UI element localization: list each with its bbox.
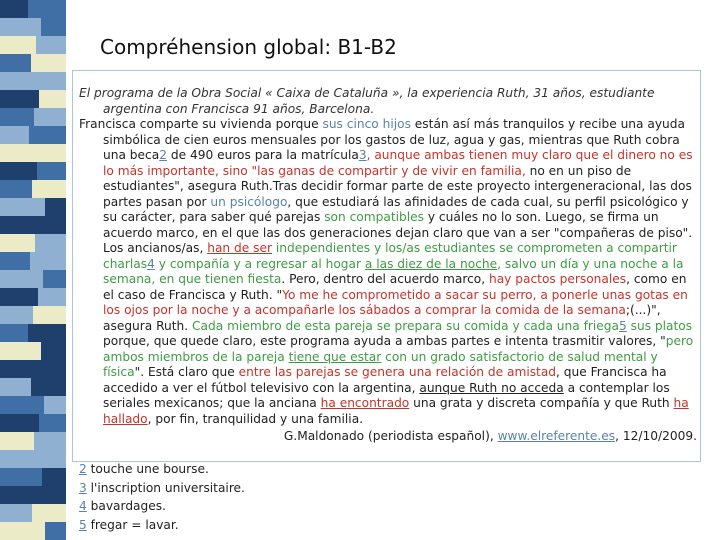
mosaic-tile (0, 72, 44, 90)
highlighted-phrase: Yo me he comprometido a sacar su perro, a ponerle unas gotas en los ojos por la noche y a acompañarle los sábados a comprar la comida de la semana (103, 287, 688, 317)
highlighted-phrase: un psicólogo (210, 194, 288, 209)
mosaic-tile (36, 36, 66, 54)
mosaic-tile (33, 306, 66, 324)
mosaic-tile (0, 522, 45, 540)
mosaic-tile (28, 0, 66, 18)
footnote-ref[interactable]: 3 (358, 148, 367, 162)
mosaic-tile (0, 36, 36, 54)
mosaic-tile (28, 324, 66, 342)
mosaic-tile (0, 468, 42, 486)
mosaic-tile (35, 234, 66, 252)
text-segment: no en un piso de estudiantes", asegura Ruth.Tras decidir formar parte de este proyecto intergeneracional, las dos partes pasan por (103, 163, 692, 209)
mosaic-tile (32, 180, 66, 198)
mosaic-tile (0, 288, 38, 306)
mosaic-tile (0, 162, 37, 180)
article-intro: El programa de la Obra Social « Caixa de Cataluña », la experiencia Ruth, 31 años, estudiante argentina con Francisca 91 años, Barcelona. (79, 86, 655, 116)
glossary-notes (79, 460, 245, 534)
text-segment: , por fin, tranquilidad y una familia. (147, 411, 364, 426)
mosaic-tile (37, 162, 66, 180)
footnote-ref[interactable]: 5 (619, 318, 627, 333)
mosaic-tile (0, 270, 43, 288)
mosaic-tile (32, 504, 66, 522)
mosaic-tile (0, 144, 42, 162)
mosaic-tile (0, 432, 34, 450)
glossary-item (79, 497, 245, 516)
credit-link[interactable]: www.elreferente.es (497, 429, 616, 443)
article-paragraph (79, 117, 697, 427)
mosaic-tile (29, 126, 66, 144)
article-credit (79, 429, 697, 445)
mosaic-tile (41, 18, 66, 36)
text-segment: Francisca comparte su vivienda porque (79, 117, 323, 131)
mosaic-tile (0, 18, 41, 36)
highlighted-phrase: hay pactos personales (488, 272, 627, 286)
mosaic-tile (41, 342, 66, 360)
highlighted-phrase: entre las parejas se genera una relación de amistad (238, 365, 557, 379)
mosaic-tile (29, 450, 66, 468)
mosaic-tile (36, 360, 66, 378)
mosaic-tile (0, 450, 29, 468)
mosaic-tile (0, 342, 41, 360)
credit-author: G.Maldonado (periodista español), (283, 429, 498, 443)
mosaic-tile (0, 360, 36, 378)
highlighted-phrase: han de ser (207, 241, 272, 255)
mosaic-tile (0, 324, 28, 342)
glossary-number[interactable]: 5 (79, 517, 87, 532)
text-segment: una grata y discreta compañía y que Ruth (409, 396, 674, 410)
mosaic-tile (0, 108, 34, 126)
glossary-definition: bavardages. (86, 499, 166, 513)
mosaic-tile (0, 90, 39, 108)
text-segment: , que estudiará las afinidades de cada cual, su perfil psicológico y su carácter, para saber qué parejas (103, 194, 689, 224)
text-segment: están así más tranquilos y recibe una ayuda simbólica de cien euros mensuales por los gastos de luz, agua y gas, mientras que Ruth cobra una beca (103, 117, 685, 162)
mosaic-tile (0, 252, 30, 270)
text-segment: , como en el caso de Francisca y Ruth. " (103, 272, 687, 302)
glossary-number[interactable]: 2 (79, 462, 87, 476)
mosaic-tile (0, 504, 32, 522)
mosaic-tile (31, 378, 66, 396)
mosaic-tile (43, 270, 66, 288)
glossary-number[interactable]: 3 (79, 480, 87, 495)
mosaic-tile (44, 72, 66, 90)
mosaic-tile (34, 432, 66, 450)
mosaic-tile (0, 414, 39, 432)
mosaic-tile (0, 198, 45, 216)
highlighted-phrase: a las diez de la noche (364, 256, 498, 271)
text-segment: y cuáles no lo son. Luego, se firma un acuerdo marco, en el que las dos generaciones dejan claro que van a ser "compañeras de piso". Los ancianos/as, (103, 210, 693, 255)
mosaic-tile (0, 216, 40, 234)
highlighted-phrase: ha encontrado (320, 396, 410, 410)
mosaic-tile (30, 252, 66, 270)
mosaic-tile (0, 0, 28, 18)
mosaic-tile (45, 198, 66, 216)
mosaic-tile (0, 126, 29, 144)
mosaic-tile (31, 54, 66, 72)
decorative-mosaic-stripe (0, 0, 66, 540)
highlighted-phrase: y compañía y a regresar al hogar (154, 256, 365, 271)
highlighted-phrase: con un grado satisfactorio de salud mental y física (103, 349, 658, 379)
footnote-ref[interactable]: 4 (147, 256, 155, 271)
text-segment: porque, que quede claro, este programa ayuda a ambas partes e intenta trasmitir valores, " (103, 334, 666, 348)
text-segment: de 490 euros para la matrícula (166, 148, 359, 162)
highlighted-phrase: aunque Ruth no acceda (419, 380, 564, 395)
highlighted-phrase: ha hallado (103, 396, 689, 426)
mosaic-tile (0, 54, 31, 72)
highlighted-phrase: pero ambos miembros de la pareja (103, 334, 694, 364)
mosaic-tile (38, 288, 66, 306)
mosaic-tile (39, 90, 66, 108)
glossary-item (79, 479, 245, 498)
highlighted-phrase: , aunque ambas tienen muy claro que el dinero no es lo más importante, sino "las ganas de compartir y de vivir en familia, (103, 148, 693, 178)
mosaic-tile (0, 486, 37, 504)
mosaic-tile (40, 216, 66, 234)
text-segment: , que Francisca ha accedido a ver el fútbol televisivo con la argentina, (103, 365, 667, 395)
highlighted-phrase: Cada miembro de esta pareja se prepara su comida y cada una friega (192, 318, 619, 333)
article-body (79, 86, 697, 445)
highlighted-phrase: son compatibles (324, 210, 424, 224)
highlighted-phrase: sus cinco hijos (322, 117, 411, 131)
mosaic-tile (39, 414, 66, 432)
credit-date: , 12/10/2009. (615, 429, 697, 443)
glossary-definition: fregar = lavar. (86, 517, 179, 532)
glossary-definition: l'inscription universitaire. (86, 480, 245, 495)
text-segment: ;(...)", asegura Ruth. (103, 303, 661, 333)
highlighted-phrase: independientes y los/as estudiantes se comprometen a compartir charlas (103, 241, 677, 271)
mosaic-tile (0, 396, 44, 414)
mosaic-tile (0, 378, 31, 396)
glossary-definition: touche une bourse. (86, 462, 209, 476)
text-segment: . Pero, dentro del acuerdo marco, (281, 272, 489, 286)
mosaic-tile (34, 108, 66, 126)
footnote-ref[interactable]: 2 (159, 148, 167, 162)
highlighted-phrase: , salvo un día y una noche a la semana, en que tienen fiesta (103, 256, 684, 286)
mosaic-tile (0, 180, 32, 198)
mosaic-tile (44, 396, 66, 414)
text-segment: ". Está claro que (134, 365, 239, 379)
mosaic-tile (37, 486, 66, 504)
slide-title: Compréhension global: B1-B2 (100, 35, 397, 59)
glossary-number[interactable]: 4 (79, 499, 87, 513)
highlighted-phrase: tiene que estar (288, 349, 382, 364)
mosaic-tile (0, 306, 33, 324)
glossary-item (79, 516, 245, 535)
highlighted-phrase: sus platos (626, 318, 693, 333)
glossary-item (79, 460, 245, 479)
mosaic-tile (0, 234, 35, 252)
mosaic-tile (42, 468, 66, 486)
mosaic-tile (45, 522, 66, 540)
text-segment: a contemplar los seriales mexicanos; que la anciana (103, 380, 670, 410)
mosaic-tile (42, 144, 66, 162)
